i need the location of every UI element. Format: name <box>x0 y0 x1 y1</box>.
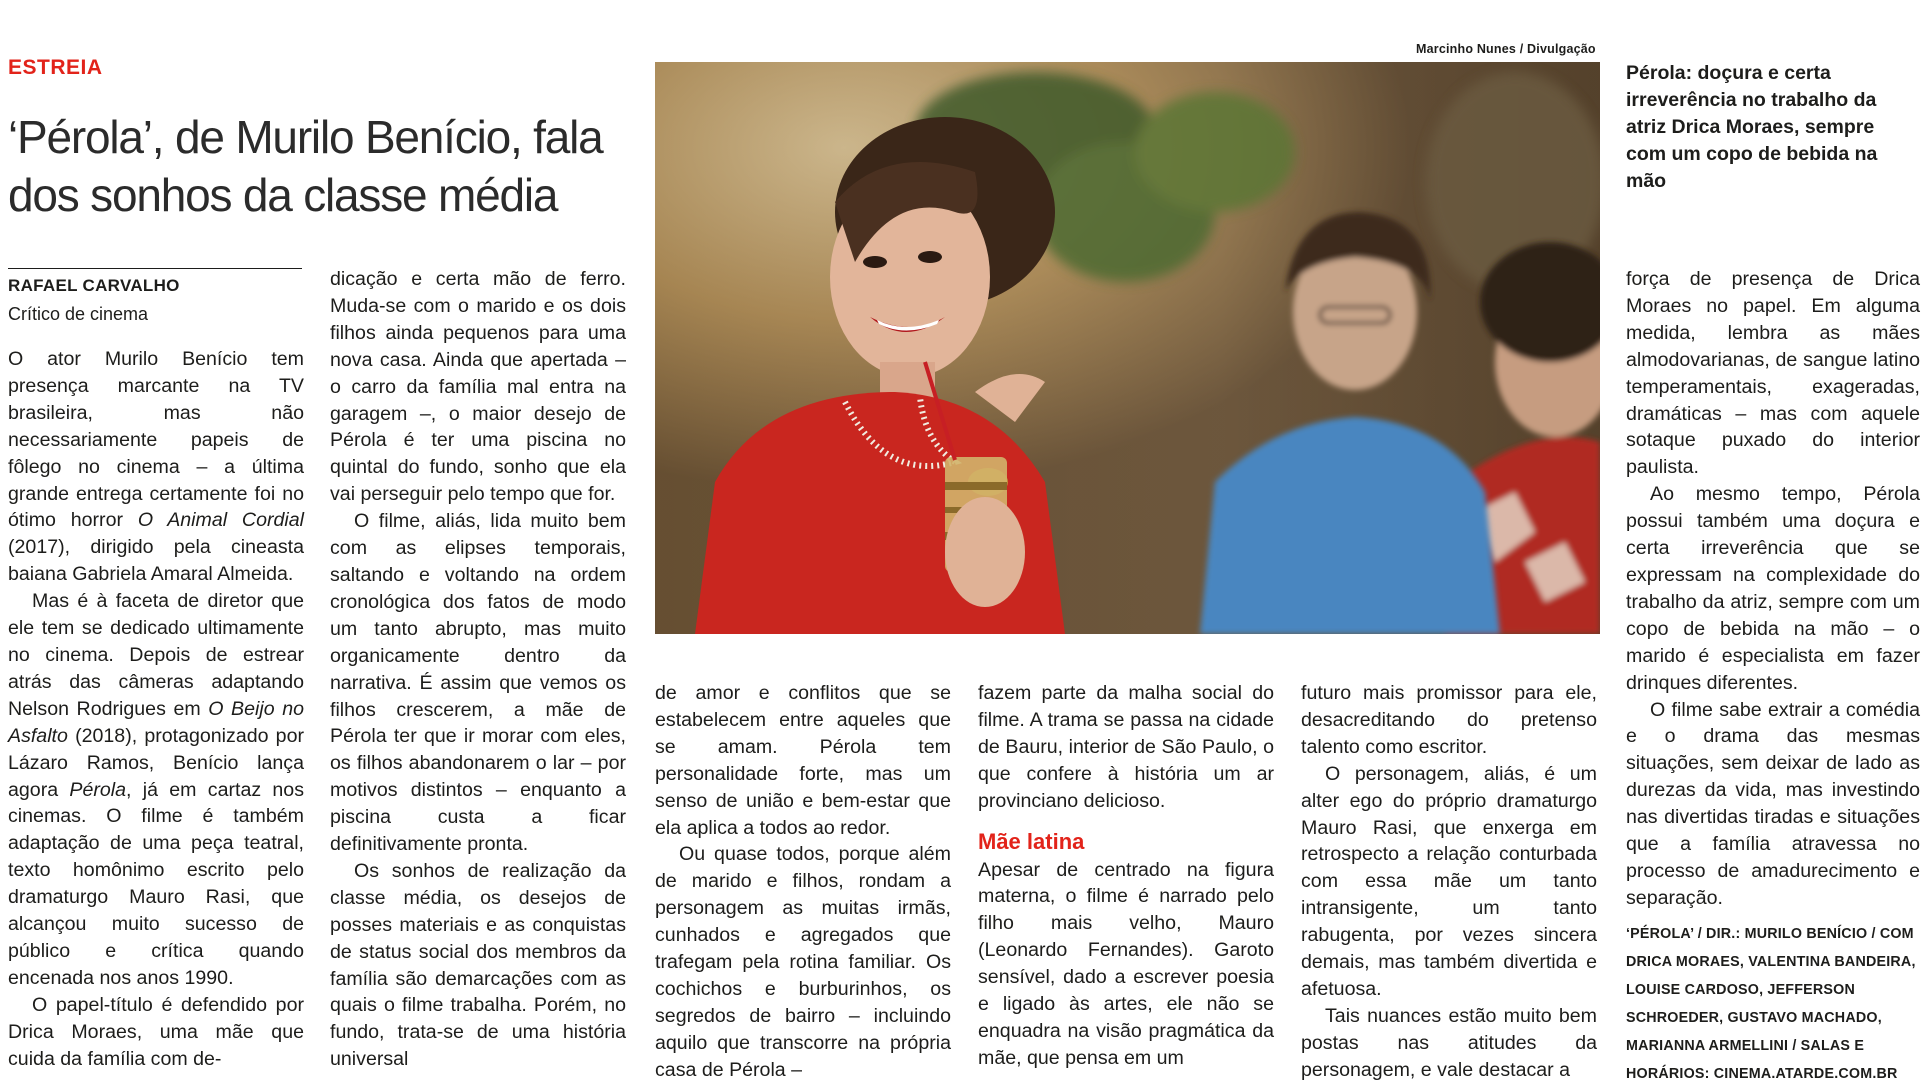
paragraph <box>8 588 304 992</box>
paragraph: de amor e conflitos que se estabelecem entre aqueles que se amam. Pérola tem personalidade forte, mas um senso de união e bem-estar que ela aplica a todos ao redor. <box>655 682 951 839</box>
paragraph-text: Mas é à faceta de diretor que ele tem se dedicado ultimamente no cinema. Depois de estrear atrás das câmeras adaptando Nelson Rodrigues em <box>8 590 304 720</box>
film-title: Pérola <box>69 778 127 801</box>
paragraph: O filme sabe extrair a comédia e o drama das mesmas situações, sem deixar de lado as durezas da vida, mas investindo nas divertidas tiradas e situações que a família atravessa no processo de amadurecimento e separação. <box>1626 698 1920 909</box>
article-column-6 <box>1626 266 1920 912</box>
paragraph: fazem parte da malha social do filme. A trama se passa na cidade de Bauru, interior de São Paulo, o que confere à história um ar provinciano delicioso. <box>978 682 1274 812</box>
byline-role: Crítico de cinema <box>8 304 149 324</box>
subheading: Mãe latina <box>978 828 1085 854</box>
paragraph: futuro mais promissor para ele, desacreditando do pretenso talento como escritor. <box>1301 682 1597 758</box>
photo-credit: Marcinho Nunes / Divulgação <box>1416 42 1596 56</box>
paragraph: Ao mesmo tempo, Pérola possui também uma doçura e certa irreverência que se expressam na complexidade do trabalho da atriz, sempre com um copo de bebida na mão – o marido é especialista em fazer drinques diferentes. <box>1626 483 1920 694</box>
article-column-1 <box>8 346 304 1072</box>
paragraph: Apesar de centrado na figura materna, o filme é narrado pelo filho mais velho, Mauro (Leonardo Fernandes). Garoto sensível, dado a escrever poesia e ligado às artes, ele não se enquadra na visão pragmática da mãe, que pensa em um <box>978 858 1274 1069</box>
paragraph: O filme, aliás, lida muito bem com as elipses temporais, saltando e voltando na ordem cronológica dos fatos de modo um tanto abrupto, mas muito organicamente dentro da narrativa. É assim que vemos os filhos crescerem, a mãe de Pérola ter que ir morar com eles, os filhos abandonarem o lar – por motivos distintos – enquanto a piscina custa a ficar definitivamente pronta. <box>330 510 626 856</box>
film-title: O Beijo no Asfalto <box>8 697 304 747</box>
byline-name: RAFAEL CARVALHO <box>8 276 180 295</box>
paragraph-text: (2017), dirigido pela cineasta baiana Gabriela Amaral Almeida. <box>8 536 304 586</box>
film-title: O Animal Cordial <box>137 509 304 532</box>
article-column-2 <box>330 266 626 1073</box>
paragraph <box>8 346 304 588</box>
headline <box>8 108 628 224</box>
film-info: ‘PÉROLA’ / DIR.: MURILO BENÍCIO / COM DRICA MORAES, VALENTINA BANDEIRA, LOUISE CARDOSO, JEFFERSON SCHROEDER, GUSTAVO MACHADO, MARIANNA ARMELLINI / SALAS E HORÁRIOS: CINEMA.ATARDE.COM.BR <box>1626 926 1916 1082</box>
article-photo <box>655 62 1600 634</box>
paragraph: Os sonhos de realização da classe média, os desejos de posses materiais e as conquistas de status social dos membros da família são demarcações com as quais o filme trabalha. Porém, no fundo, trata-se de uma história universal <box>330 859 626 1071</box>
paragraph: O personagem, aliás, é um alter ego do próprio dramaturgo Mauro Rasi, que enxerga em retrospecto a relação conturbada com essa mãe um tanto intransigente, um tanto rabugenta, por vezes sincera demais, mas também divertida e afetuosa. <box>1301 762 1597 1000</box>
section-kicker: ESTREIA <box>8 56 103 79</box>
photo-illustration <box>655 62 1600 634</box>
paragraph-text: (2018), protagonizado por Lázaro Ramos, Benício lança agora <box>8 724 304 801</box>
paragraph: Tais nuances estão muito bem postas nas atitudes da personagem, e vale destacar a <box>1301 1004 1597 1081</box>
byline-rule <box>8 268 302 269</box>
paragraph: O papel-título é defendido por Drica Moraes, uma mãe que cuida da família com de- <box>8 993 304 1070</box>
photo-caption: Pérola: doçura e certa irreverência no trabalho da atriz Drica Moraes, sempre com um copo de bebida na mão <box>1626 62 1878 192</box>
paragraph-text: O ator Murilo Benício tem presença marcante na TV brasileira, mas não necessariamente papeis de fôlego no cinema – a última grande entrega certamente foi no ótimo horror <box>8 348 304 532</box>
paragraph: Ou quase todos, porque além de marido e filhos, rondam a personagem as muitas irmãs, cunhados e agregados que trafegam pela rotina familiar. Os cochichos e burburinhos, os segredos de bairro – incluindo aquilo que transcorre na própria casa de Pérola – <box>655 843 951 1081</box>
paragraph-text: , já em cartaz nos cinemas. O filme é também adaptação de uma peça teatral, texto homônimo escrito pelo dramaturgo Mauro Rasi, que alcançou muito sucesso de público e crítica quando encenada nos anos 1990. <box>8 778 304 989</box>
headline-line-2: dos sonhos da classe média <box>8 169 558 221</box>
paragraph: dicação e certa mão de ferro. Muda-se com o marido e os dois filhos ainda pequenos para uma nova casa. Ainda que apertada – o carro da família mal entra na garagem –, o maior desejo de Pérola é ter uma piscina no quintal do fundo, sonho que ela vai perseguir pelo tempo que for. <box>330 268 626 506</box>
article-column-3 <box>655 680 951 1084</box>
headline-line-1: ‘Pérola’, de Murilo Benício, fala <box>8 111 603 163</box>
article-column-4 <box>978 680 1274 1072</box>
article-column-5 <box>1301 680 1597 1084</box>
paragraph: força de presença de Drica Moraes no papel. Em alguma medida, lembra as mães almodovarianas, de sangue latino temperamentais, exageradas, dramáticas – mas com aquele sotaque puxado do interior paulista. <box>1626 268 1920 479</box>
